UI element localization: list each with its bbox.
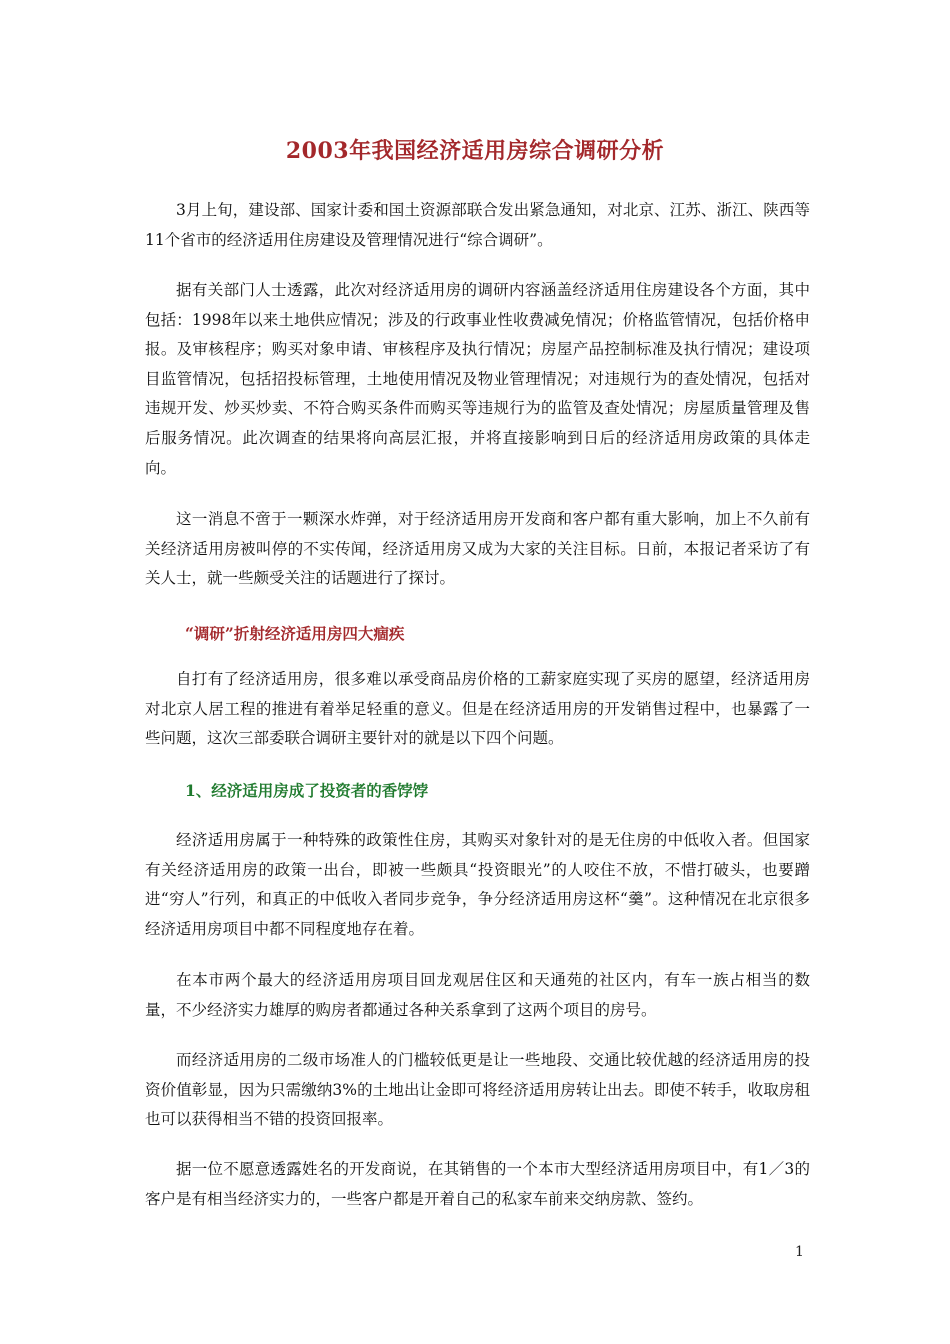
paragraph-policy-housing: 经济适用房属于一种特殊的政策性住房，其购买对象针对的是无住房的中低收入者。但国家有关经济适用房的政策一出台，即被一些颇具“投资眼光”的人咬住不放，不惜打破头，也要蹭进“穷人”行列，和真正的中低收入者同步竞争，争分经济适用房这杯“羹”。这种情况在北京很多经济适用房项目中都不同程度地存在着。 bbox=[145, 831, 810, 938]
paragraph-car-owners: 在本市两个最大的经济适用房项目回龙观居住区和天通苑的社区内，有车一族占相当的数量，不少经济实力雄厚的购房者都通过各种关系拿到了这两个项目的房号。 bbox=[145, 971, 810, 1019]
paragraph-secondary-market: 而经济适用房的二级市场准人的门槛较低更是让一些地段、交通比较优越的经济适用房的投资价值彰显，因为只需缴纳3%的土地出让金即可将经济适用房转让出去。即使不转手，收取房租也可以获得相当不错的投资回报率。 bbox=[145, 1051, 810, 1129]
section-heading: “调研”折射经济适用房四大痼疾 bbox=[185, 624, 405, 643]
paragraph-research-scope: 据有关部门人士透露，此次对经济适用房的调研内容涵盖经济适用住房建设各个方面，其中包括：1998年以来土地供应情况；涉及的行政事业性收费减免情况；价格监管情况，包括价格申报。及审核程序；购买对象申请、审核程序及执行情况；房屋产品控制标准及执行情况；建设项目监管情况，包括招投标管理，土地使用情况及物业管理情况；对违规行为的查处情况，包括对违规开发、炒买炒卖、不符合购买条件而购买等违规行为的监管及查处情况；房屋质量管理及售后服务情况。此次调查的结果将向高层汇报，并将直接影响到日后的经济适用房政策的具体走向。 bbox=[145, 281, 810, 477]
paragraph-developer-quote: 据一位不愿意透露姓名的开发商说，在其销售的一个本市大型经济适用房项目中，有1／3的客户是有相当经济实力的，一些客户都是开着自己的私家车前来交纳房款、签约。 bbox=[145, 1160, 810, 1208]
paragraph-intro: 3月上旬，建设部、国家计委和国土资源部联合发出紧急通知，对北京、江苏、浙江、陕西等11个省市的经济适用住房建设及管理情况进行“综合调研”。 bbox=[145, 201, 810, 249]
paragraph-impact: 这一消息不啻于一颗深水炸弹，对于经济适用房开发商和客户都有重大影响，加上不久前有关经济适用房被叫停的不实传闻，经济适用房又成为大家的关注目标。日前，本报记者采访了有关人士，就一些颇受关注的话题进行了探讨。 bbox=[145, 510, 810, 588]
document-title: 2003年我国经济适用房综合调研分析 bbox=[285, 138, 665, 164]
paragraph-section-intro: 自打有了经济适用房，很多难以承受商品房价格的工薪家庭实现了买房的愿望，经济适用房对北京人居工程的推进有着举足轻重的意义。但是在经济适用房的开发销售过程中，也暴露了一些问题，这次三部委联合调研主要针对的就是以下四个问题。 bbox=[145, 670, 810, 748]
subheading-investors: 1、经济适用房成了投资者的香饽饽 bbox=[185, 781, 429, 800]
page-number: 1 bbox=[795, 1244, 804, 1260]
